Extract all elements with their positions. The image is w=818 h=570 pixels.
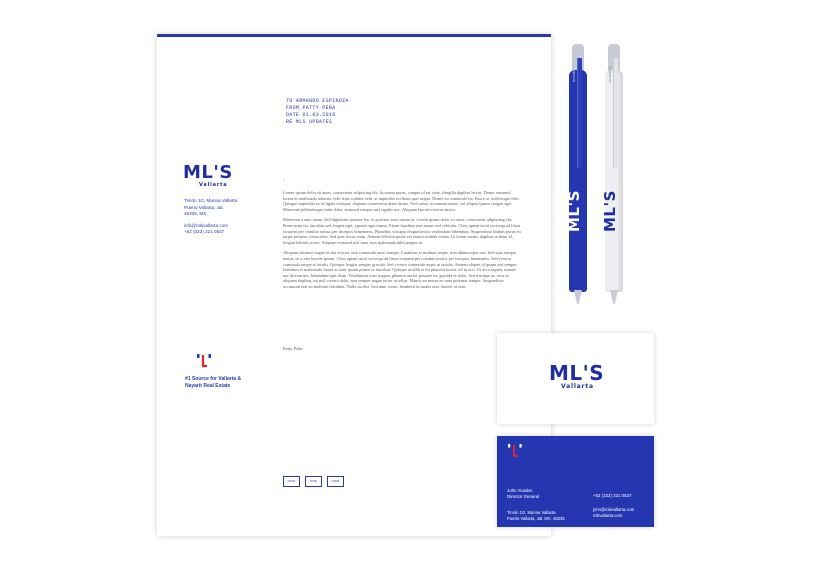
card-address-line: Puerto Vallarta, Jal. MX. 48335 bbox=[507, 515, 565, 521]
letterhead-top-bar bbox=[157, 34, 551, 37]
footer-box: DATE bbox=[305, 476, 322, 487]
letter-salutation: , bbox=[283, 176, 285, 182]
white-pen-logo: ML'S bbox=[601, 190, 619, 232]
blue-pen-tip bbox=[574, 290, 582, 304]
white-pen-clip bbox=[613, 58, 618, 168]
smile-mark-icon bbox=[195, 352, 213, 375]
contact-line: Timón 1G, Marina Vallarta bbox=[184, 198, 238, 203]
letter-address-block bbox=[286, 98, 349, 126]
logo-subtitle: Vallarta bbox=[199, 182, 228, 188]
address-line: RE MLS UPDATES bbox=[286, 119, 333, 125]
card-address bbox=[507, 510, 565, 521]
letterhead-sheet bbox=[157, 34, 551, 536]
tagline-line: Nayarit Real Estate bbox=[185, 383, 231, 389]
body-paragraph: Lorem ipsum dolor sit amet, consectetur adipiscing elit. In massa purus, congue id est vitae, fringilla dapibus lectus. Donec euismod, lorem in malesuada lobortis, velit risus sodales velit, at imperdiet est diam quis neque. Donec eu commodo est. Fusce ac scelerisque velit. Quisque imperdiet ex id ligula tristique, aliquam consectetur diam luctus. Sed cursus accumsan metus, vel aliquet ipsum congue eget. Maecenas pellentesque enim dolor, euismod tempus nisl sagittis nec. Aliquam laoreet viverra auctor. bbox=[283, 190, 520, 212]
letter-signature: Patty Peña bbox=[283, 346, 303, 351]
card-name: John Youden bbox=[507, 488, 533, 493]
body-paragraph: Aliquam euismod augue in dui viverra, non commodo nunc semper. Curabitur a tincidunt neque, non ullamcorper nisi. Sed quis semper metus, sit a met laoreet ipsum. Class aptent taciti sociosqu ad litora torquent per conubia nostra, per inceptos himenaeos. Sed viverra commodo neque et iaculis. Quisque feugiat semper gravida. Sed viverra commodo turpis ut iaculis. Aenean aliquet id ipsum sed semper. Interdum et malesuada fames ac ante ipsum primis in faucibus. Quisque ut nibh et est pharetra luctus vel in orci. Ut arcu sapien, rutrum nec dictum nec, bibendum eget diam. Vestibulum risus magna, pharetra auctor posuere eu, gravida et dolor. Sed tristique ac, eros id aliquam dapibus, mi nisl viverra dolor, non semper augue tortor ut tellus. Mauris eu massa eu urna pulvinar tempor. Suspendisse accumsan erat eu molestie tincidunt. Nulla facilisi. Sed nunc tortor, hendrerit in mattis non, laoreet ut sem. bbox=[283, 250, 518, 289]
card-phone: +52 (322) 221 0537 bbox=[593, 493, 632, 498]
card-logo-subtitle: Vallarta bbox=[561, 383, 594, 390]
letter-body bbox=[283, 190, 521, 295]
blue-pen-logo: ML'S bbox=[565, 190, 583, 232]
contact-line: Puerto Vallarta, Jal. bbox=[184, 204, 224, 210]
tagline-line: #1 Source for Vallarta & bbox=[185, 376, 242, 382]
card-title: Director General bbox=[507, 493, 540, 499]
footer-box: ITEMS bbox=[327, 476, 344, 487]
letter-contact-block bbox=[184, 198, 237, 236]
blue-pen-brand-label: branding bbox=[571, 66, 576, 82]
card-logo bbox=[549, 363, 604, 390]
address-line: DATE 01.03.2016 bbox=[286, 112, 336, 118]
body-paragraph: Maecenas a ante quam. Sed dignissim posuere leo, et porttitor erat rutrum ut. Lorem ipsum dolor sit amet, consectetur adipiscing elit. Proin enim est, faucibus sed feugiat eget, egestas eget massa. Etiam faucibus non metus sed vehicula. Class aptent taciti sociosqu ad litora torquent per conubia nostra, per inceptos himenaeos. Phasellus volutpat feugiat lectus vestibulum bibendum. Suspendisse finibus purus eu turpis posuere consectetur. Sed quis lectus enim. Aenean efficitur purus vel massa sodales varius. Ut lorem metus, dapibus in diam id, feugiat lobortis tortor. Aliquam euismod nisl urna, non malesuada nibh tempor in. bbox=[283, 217, 521, 245]
mls-logo bbox=[183, 164, 233, 188]
card-email-block bbox=[593, 507, 634, 518]
card-logo-wordmark: ML'S bbox=[549, 361, 605, 385]
letter-tagline bbox=[185, 376, 241, 390]
address-line: FROM PATTY PEÑA bbox=[286, 105, 336, 111]
blue-pen-clip bbox=[577, 58, 582, 168]
address-line: TO ARMANDO ESPINOZA bbox=[286, 98, 349, 104]
white-pen-tip bbox=[610, 290, 618, 304]
card-smile-mark-icon bbox=[507, 442, 523, 465]
white-pen-brand-label: branding bbox=[607, 66, 612, 82]
business-card-back bbox=[497, 436, 654, 527]
card-address-line: Timón 1G, Marina Vallarta bbox=[507, 510, 556, 515]
logo-wordmark: ML'S bbox=[183, 162, 233, 183]
card-contact-person bbox=[507, 488, 539, 499]
contact-line: 48335, MX. bbox=[184, 211, 208, 216]
card-website: mlsvallarta.com bbox=[593, 512, 623, 518]
card-email: john@mlsvallarta.com bbox=[593, 507, 635, 512]
contact-phone: +52 (322) 221 0537 bbox=[184, 229, 225, 234]
business-card-front bbox=[497, 333, 654, 424]
letter-footer-boxes bbox=[283, 476, 344, 487]
contact-email: info@mlsvallarta.com bbox=[184, 222, 228, 228]
footer-box: FROM bbox=[283, 476, 300, 487]
